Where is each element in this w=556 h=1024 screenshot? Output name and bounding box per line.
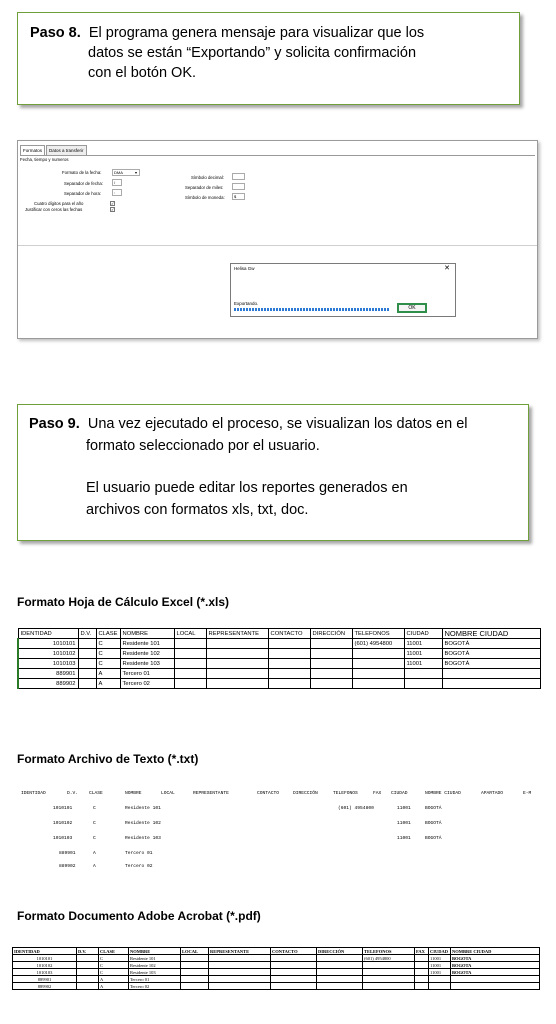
table-cell [78, 669, 96, 679]
export-progress-bar [234, 308, 390, 311]
table-cell [174, 639, 206, 649]
table-cell: 11001 [404, 649, 442, 659]
table-cell [352, 659, 404, 669]
table-cell: BOGOTÁ [442, 649, 540, 659]
table-cell [78, 679, 96, 689]
table-cell: 889901 [13, 976, 77, 983]
table-cell [271, 962, 317, 969]
pdf-header: CIUDAD [429, 948, 451, 955]
export-dialog [230, 263, 456, 317]
table-row [13, 983, 540, 990]
txt-cell: 1010103 [53, 836, 73, 841]
excel-section-title: Formato Hoja de Cálculo Excel (*.xls) [17, 595, 230, 609]
table-cell: Tercero 02 [129, 983, 181, 990]
table-cell: 11001 [429, 955, 451, 962]
excel-header: D.V. [78, 629, 96, 639]
excel-header: REPRESENTANTE [206, 629, 268, 639]
txt-header: D.V. [67, 791, 79, 796]
date-format-select[interactable] [112, 169, 140, 176]
table-cell [317, 955, 363, 962]
pdf-header-row [13, 948, 540, 955]
txt-header: REPRESENTANTE [193, 791, 229, 796]
table-cell [77, 969, 99, 976]
step8-line2: datos se están “Exportando” y solicita confirmación [88, 45, 417, 61]
table-cell [352, 649, 404, 659]
table-cell [363, 983, 415, 990]
tab-datos-a-transferir[interactable]: Datos a transferir [46, 145, 87, 155]
table-cell: Tercero 01 [129, 976, 181, 983]
table-cell: BOGOTA [451, 962, 540, 969]
txt-header: NOMBRE [125, 791, 142, 796]
txt-cell: A [93, 851, 96, 856]
txt-cell: C [93, 836, 96, 841]
table-cell [268, 669, 310, 679]
date-separator-label: Separador de fecha: [64, 181, 103, 186]
table-cell [268, 659, 310, 669]
table-cell [415, 983, 429, 990]
table-cell: Residente 101 [120, 639, 174, 649]
step8-line1 [30, 24, 424, 43]
table-row [18, 669, 541, 679]
table-cell [209, 983, 271, 990]
table-cell [77, 976, 99, 983]
step9-line4: archivos con formatos xls, txt, doc. [86, 502, 309, 518]
txt-cell: Residente 101 [125, 806, 161, 811]
group-label: Fecha, tiempo y numeros [20, 157, 69, 162]
txt-header: TELEFONOS [333, 791, 358, 796]
txt-cell: Residente 103 [125, 836, 161, 841]
txt-preview [17, 788, 541, 868]
table-cell [271, 969, 317, 976]
table-cell: A [96, 679, 120, 689]
table-cell [268, 679, 310, 689]
tab-formatos[interactable]: Formatos [20, 145, 45, 155]
table-cell [404, 679, 442, 689]
pdf-header: TELEFONOS [363, 948, 415, 955]
table-cell [415, 955, 429, 962]
txt-cell: 1010101 [53, 806, 73, 811]
pdf-header: NOMBRE [129, 948, 181, 955]
table-cell [352, 679, 404, 689]
table-cell: BOGOTA [451, 955, 540, 962]
date-format-label: Formato de la fecha: [62, 170, 102, 175]
table-cell: Residente 102 [120, 649, 174, 659]
table-cell: 1010102 [18, 649, 78, 659]
excel-header: NOMBRE CIUDAD [442, 629, 540, 639]
table-cell: 1010102 [13, 962, 77, 969]
table-cell [78, 639, 96, 649]
decimal-symbol-label: Símbolo decimal: [191, 175, 224, 180]
txt-header: FAX [373, 791, 382, 796]
table-cell [404, 669, 442, 679]
table-cell: 1010101 [18, 639, 78, 649]
table-cell: 889901 [18, 669, 78, 679]
table-cell [77, 955, 99, 962]
currency-symbol-label: Símbolo de moneda: [185, 195, 225, 200]
table-cell [317, 983, 363, 990]
pdf-table [12, 947, 540, 990]
table-row [18, 659, 541, 669]
table-cell: (601) 4954800 [352, 639, 404, 649]
table-cell: C [96, 639, 120, 649]
ok-button[interactable]: OK [397, 303, 427, 313]
txt-cell: BOGOTÁ [425, 821, 442, 826]
table-cell [209, 969, 271, 976]
excel-header: CIUDAD [404, 629, 442, 639]
table-cell [181, 969, 209, 976]
decimal-symbol-field[interactable] [232, 173, 245, 180]
table-cell [209, 976, 271, 983]
txt-cell: 889902 [59, 864, 76, 869]
txt-section-title: Formato Archivo de Texto (*.txt) [17, 752, 199, 766]
table-cell [271, 976, 317, 983]
zero-pad-checkbox[interactable]: ✓ [111, 207, 115, 212]
step9-line2: formato seleccionado por el usuario. [86, 438, 320, 454]
table-cell: 11001 [429, 969, 451, 976]
step9-line1 [29, 415, 468, 434]
pdf-header: FAX [415, 948, 429, 955]
excel-header: CLASE [96, 629, 120, 639]
thousands-separator-field[interactable] [232, 183, 245, 190]
step8-label: Paso 8. [30, 25, 81, 41]
table-cell [268, 649, 310, 659]
table-cell [415, 976, 429, 983]
txt-cell: 11001 [397, 836, 411, 841]
table-cell: 1010103 [13, 969, 77, 976]
table-row [13, 962, 540, 969]
table-cell: Residente 102 [129, 962, 181, 969]
table-cell [317, 969, 363, 976]
table-cell: A [99, 983, 129, 990]
txt-header: CONTACTO [257, 791, 280, 796]
table-cell [181, 955, 209, 962]
currency-symbol-field[interactable] [232, 193, 245, 200]
time-separator-value: : [114, 190, 116, 195]
table-cell [77, 962, 99, 969]
table-cell [363, 962, 415, 969]
table-row [13, 955, 540, 962]
table-row [13, 969, 540, 976]
txt-header: NOMBRE CIUDAD [425, 791, 461, 796]
table-cell [181, 983, 209, 990]
table-cell [174, 649, 206, 659]
pdf-header: D.V. [77, 948, 99, 955]
table-cell [206, 679, 268, 689]
table-cell: Tercero 01 [120, 669, 174, 679]
table-cell: BOGOTA [451, 969, 540, 976]
table-cell: 11001 [404, 639, 442, 649]
table-cell: BOGOTÁ [442, 659, 540, 669]
table-cell [268, 639, 310, 649]
table-cell: A [96, 669, 120, 679]
table-row [18, 639, 541, 649]
step8-text1: El programa genera mensaje para visualizar que los [88, 25, 425, 41]
table-cell: 11001 [429, 962, 451, 969]
txt-cell: A [93, 864, 96, 869]
date-format-value: DMA [114, 170, 123, 175]
step8-callout [17, 12, 520, 105]
txt-header: E-M [523, 791, 532, 796]
table-cell: C [96, 659, 120, 669]
table-cell: 889902 [13, 983, 77, 990]
txt-header: IDENTIDAD [21, 791, 46, 796]
chevron-down-icon: ▾ [134, 170, 137, 175]
txt-cell: (601) 4954800 [338, 806, 374, 811]
table-cell [310, 649, 352, 659]
txt-cell: 11001 [397, 821, 411, 826]
pdf-header: CONTACTO [271, 948, 317, 955]
txt-cell: BOGOTÁ [425, 806, 442, 811]
dialog-message: Exportando. [234, 301, 259, 306]
table-cell: (601) 4954800 [363, 955, 415, 962]
table-cell [78, 659, 96, 669]
table-cell [363, 976, 415, 983]
table-cell [209, 962, 271, 969]
table-cell: C [96, 649, 120, 659]
table-cell [451, 976, 540, 983]
table-cell [174, 659, 206, 669]
table-cell: 11001 [404, 659, 442, 669]
currency-symbol-value: $ [234, 194, 237, 199]
txt-cell: 11001 [397, 806, 411, 811]
table-cell [317, 962, 363, 969]
table-cell [174, 669, 206, 679]
thousands-separator-label: Separador de miles: [185, 185, 224, 190]
table-cell: 889902 [18, 679, 78, 689]
table-cell: Residente 101 [129, 955, 181, 962]
step8-line3: con el botón OK. [88, 65, 197, 81]
table-cell [206, 639, 268, 649]
table-cell [310, 679, 352, 689]
txt-cell: Residente 102 [125, 821, 161, 826]
txt-cell: BOGOTÁ [425, 836, 442, 841]
date-separator-field[interactable] [112, 179, 122, 186]
table-cell [209, 955, 271, 962]
table-row [18, 679, 541, 689]
step9-label: Paso 9. [29, 416, 80, 432]
panel-divider [18, 245, 537, 246]
table-cell [174, 679, 206, 689]
pdf-header: NOMBRE CIUDAD [451, 948, 540, 955]
txt-header: CIUDAD [391, 791, 408, 796]
table-cell: Tercero 02 [120, 679, 174, 689]
table-cell [310, 659, 352, 669]
table-cell: 1010101 [13, 955, 77, 962]
table-cell [181, 976, 209, 983]
txt-header: APARTADO [481, 791, 504, 796]
export-settings-screenshot [17, 140, 538, 339]
table-cell [352, 669, 404, 679]
table-cell [415, 962, 429, 969]
txt-cell: C [93, 806, 96, 811]
table-row [13, 976, 540, 983]
table-cell [206, 669, 268, 679]
four-digit-year-checkbox[interactable]: ✓ [111, 201, 115, 206]
table-cell [317, 976, 363, 983]
txt-cell: 889901 [59, 851, 76, 856]
table-cell: C [99, 962, 129, 969]
table-cell: Residente 103 [120, 659, 174, 669]
four-digit-year-label: Cuatro dígitos para el año [34, 201, 84, 206]
pdf-header: IDENTIDAD [13, 948, 77, 955]
table-row [18, 649, 541, 659]
table-cell: Residente 103 [129, 969, 181, 976]
excel-header: CONTACTO [268, 629, 310, 639]
txt-cell: 1010102 [53, 821, 73, 826]
pdf-section-title: Formato Documento Adobe Acrobat (*.pdf) [17, 909, 261, 923]
excel-header: TELEFONOS [352, 629, 404, 639]
excel-header: NOMBRE [120, 629, 174, 639]
step9-callout [17, 404, 529, 541]
table-cell [429, 983, 451, 990]
pdf-header: LOCAL [181, 948, 209, 955]
table-cell: 1010103 [18, 659, 78, 669]
table-cell [442, 679, 540, 689]
table-cell [310, 669, 352, 679]
date-separator-value: / [114, 180, 116, 185]
table-cell [271, 983, 317, 990]
table-cell [442, 669, 540, 679]
excel-header: IDENTIDAD [18, 629, 78, 639]
settings-tabs [20, 145, 88, 155]
table-cell [206, 659, 268, 669]
txt-header: LOCAL [161, 791, 175, 796]
table-cell [181, 962, 209, 969]
table-cell: C [99, 955, 129, 962]
table-cell [310, 639, 352, 649]
step9-text1: Una vez ejecutado el proceso, se visualizan los datos en el [87, 416, 468, 432]
txt-header: CLASE [89, 791, 103, 796]
table-cell: A [99, 976, 129, 983]
excel-header-row [18, 629, 541, 639]
txt-cell: C [93, 821, 96, 826]
excel-table [17, 628, 541, 689]
txt-cell: Tercero 02 [125, 864, 153, 869]
pdf-header: CLASE [99, 948, 129, 955]
time-separator-label: Separador de hora: [64, 191, 102, 196]
table-cell [415, 969, 429, 976]
table-cell [363, 969, 415, 976]
table-cell [271, 955, 317, 962]
excel-header: DIRECCIÓN [310, 629, 352, 639]
table-cell [206, 649, 268, 659]
pdf-header: DIRECCIÓN [317, 948, 363, 955]
txt-cell: Tercero 01 [125, 851, 153, 856]
zero-pad-label: Justificar con ceros las fechas [25, 207, 83, 212]
table-cell [77, 983, 99, 990]
table-cell [429, 976, 451, 983]
pdf-header: REPRESENTANTE [209, 948, 271, 955]
dialog-title: Helisa Gw [234, 266, 255, 271]
table-cell [451, 983, 540, 990]
step9-line3: El usuario puede editar los reportes generados en [86, 480, 408, 496]
tab-divider [20, 155, 535, 156]
table-cell [78, 649, 96, 659]
table-cell: BOGOTÁ [442, 639, 540, 649]
close-icon[interactable]: ✕ [444, 265, 450, 272]
time-separator-field[interactable] [112, 189, 122, 196]
txt-header: DIRECCIÓN [293, 791, 318, 796]
excel-header: LOCAL [174, 629, 206, 639]
table-cell: C [99, 969, 129, 976]
